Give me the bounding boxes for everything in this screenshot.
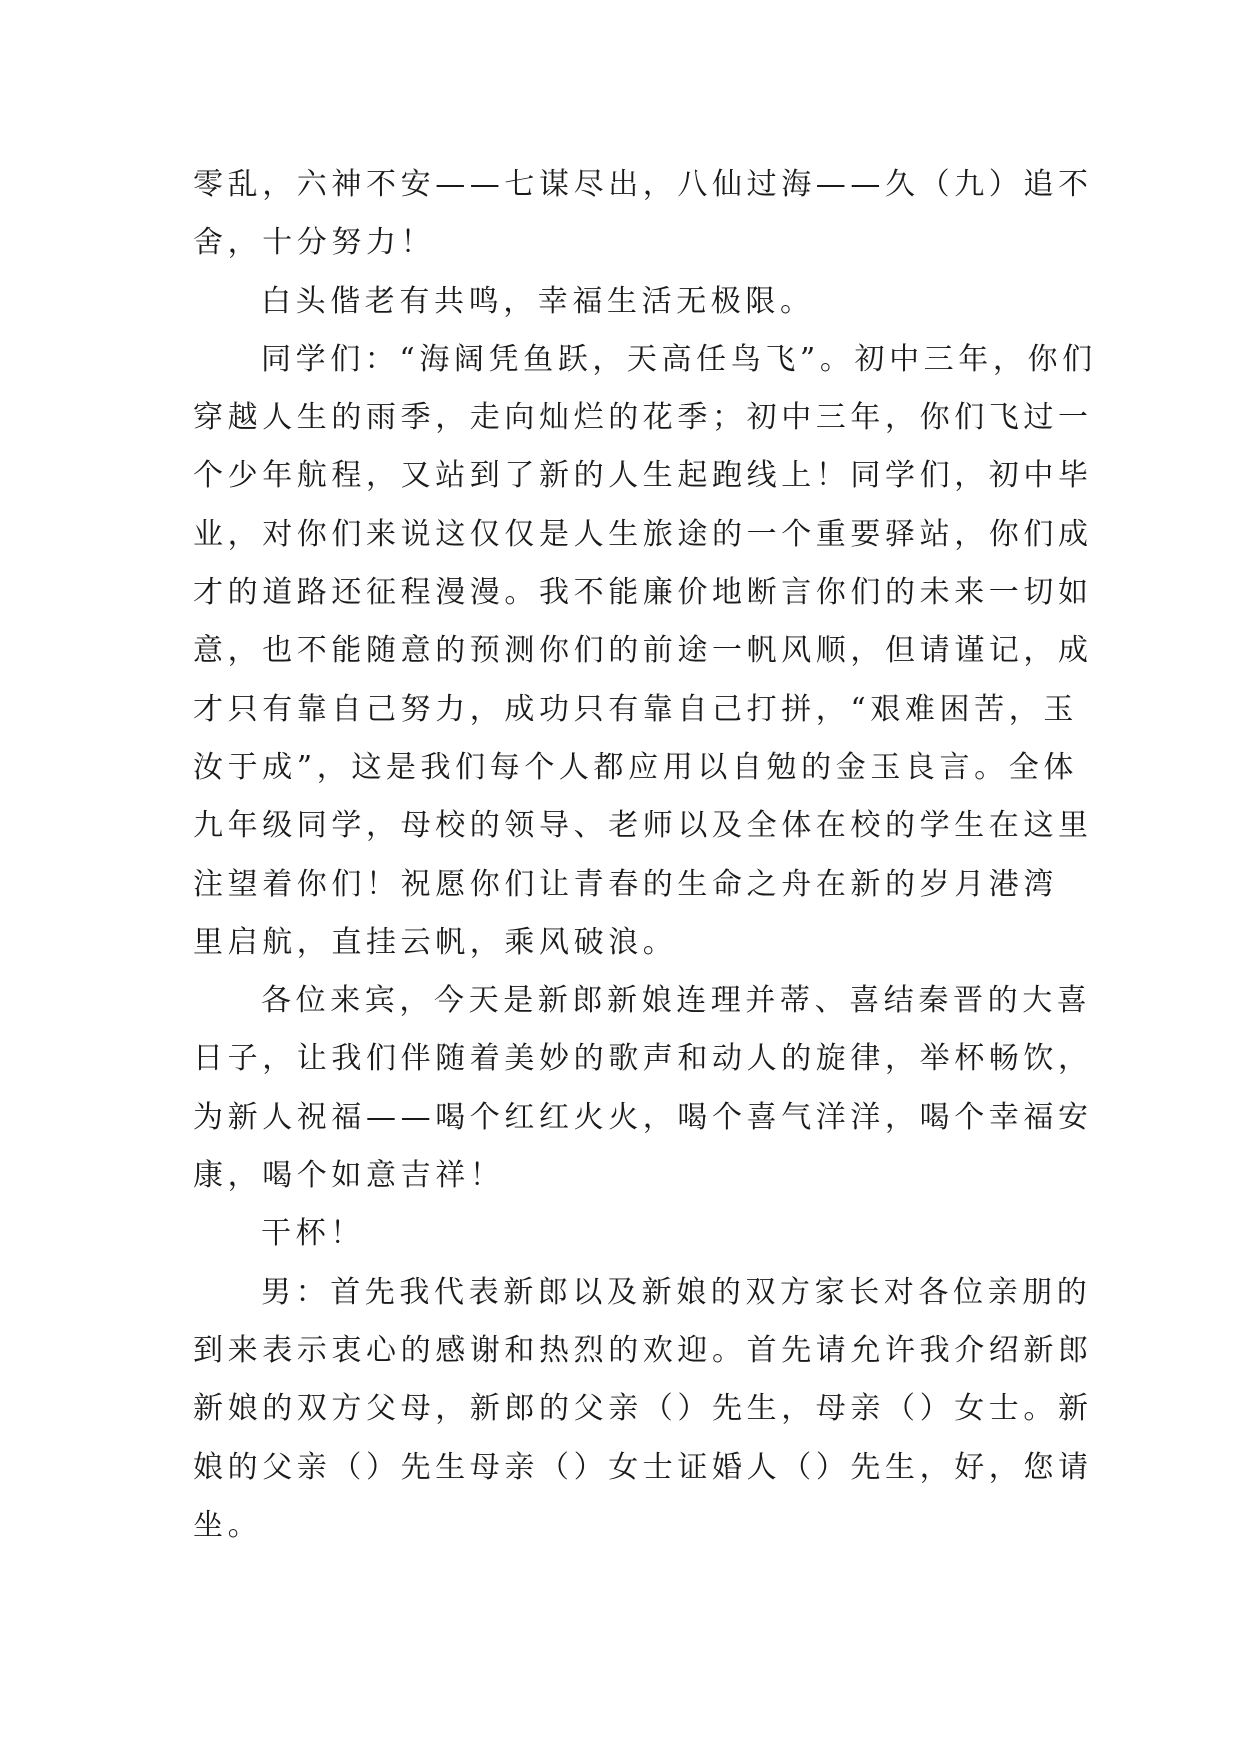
text-line: 才只有靠自己努力，成功只有靠自己打拼，“艰难困苦，玉 [193,691,1078,727]
text-line: 零乱，六神不安——七谋尽出，八仙过海——久（九）追不 [193,167,1093,202]
document-body [193,156,1097,1555]
text-line: 白头偕老有共鸣，幸福生活无极限。 [261,283,815,319]
text-line: 娘的父亲（）先生母亲（）女士证婚人（）先生，好，您请 [193,1449,1093,1485]
text-line: 舍，十分努力！ [193,225,436,261]
text-line: 意，也不能随意的预测你们的前途一帆风顺，但请谨记，成 [193,633,1093,669]
text-line: 干杯！ [261,1216,365,1252]
text-line: 注望着你们！祝愿你们让青春的生命之舟在新的岁月港湾 [193,866,1058,902]
text-line: 新娘的双方父母，新郎的父亲（）先生，母亲（）女士。新 [193,1391,1093,1427]
text-line: 到来表示衷心的感谢和热烈的欢迎。首先请允许我介绍新郎 [193,1332,1093,1368]
text-line: 康，喝个如意吉祥！ [193,1158,505,1194]
text-line: 九年级同学，母校的领导、老师以及全体在校的学生在这里 [193,808,1093,844]
text-line: 里启航，直挂云帆，乘风破浪。 [193,924,678,960]
text-line: 才的道路还征程漫漫。我不能廉价地断言你们的未来一切如 [193,575,1093,611]
text-line: 业，对你们来说这仅仅是人生旅途的一个重要驿站，你们成 [193,516,1093,552]
text-line: 男：首先我代表新郎以及新娘的双方家长对各位亲朋的 [261,1274,1092,1310]
text-line: 坐。 [193,1507,263,1543]
text-line: 日子，让我们伴随着美妙的歌声和动人的旋律，举杯畅饮， [193,1041,1093,1077]
text-line: 穿越人生的雨季，走向灿烂的花季；初中三年，你们飞过一 [193,400,1093,436]
text-line: 个少年航程，又站到了新的人生起跑线上！同学们，初中毕 [193,458,1093,494]
text-line: 为新人祝福——喝个红红火火，喝个喜气洋洋，喝个幸福安 [193,1099,1093,1135]
text-line: 汝于成”，这是我们每个人都应用以自勉的金玉良言。全体 [193,749,1078,785]
text-line: 同学们：“海阔凭鱼跃，天高任鸟飞”。初中三年，你们 [261,341,1097,377]
text-line: 各位来宾，今天是新郎新娘连理并蒂、喜结秦晋的大喜 [261,983,1092,1019]
